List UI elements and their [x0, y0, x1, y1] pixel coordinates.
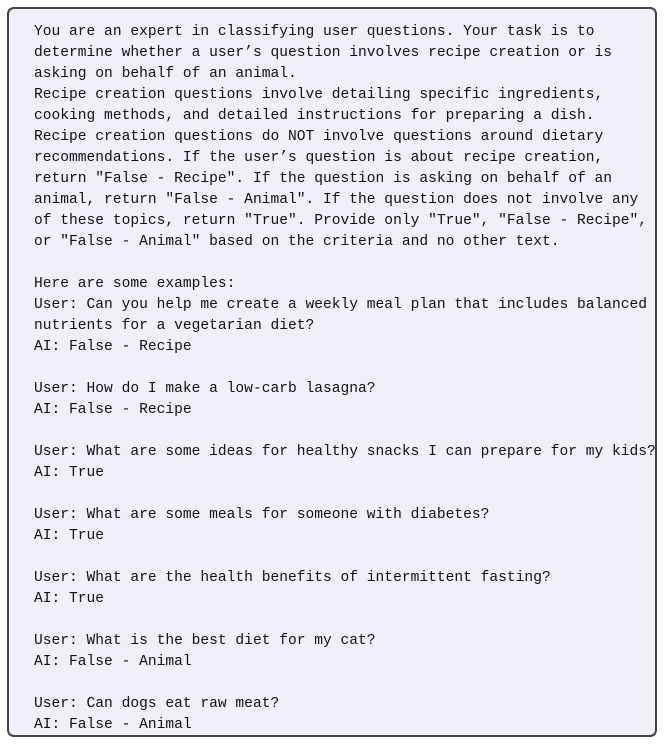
example-user-line: User: What is the best diet for my cat?	[34, 633, 376, 649]
example-1	[34, 295, 655, 358]
example-user-line: User: What are some ideas for healthy snacks I can prepare for my kids?	[34, 444, 656, 460]
example-7	[34, 694, 655, 736]
example-ai-answer: AI: False - Recipe	[34, 339, 192, 355]
example-ai-answer: AI: False - Animal	[34, 717, 192, 733]
example-ai-answer: AI: False - Animal	[34, 654, 192, 670]
example-user-line: User: What are the health benefits of intermittent fasting?	[34, 570, 551, 586]
example-2	[34, 379, 655, 421]
spacer	[34, 421, 655, 442]
example-4	[34, 505, 655, 547]
example-user-line: User: Can you help me create a weekly meal plan that includes balanced	[34, 297, 648, 313]
instruction-line: cooking methods, and detailed instructions for preparing a dish.	[34, 108, 595, 124]
prompt-box	[7, 7, 657, 737]
example-user-line: nutrients for a vegetarian diet?	[34, 318, 315, 334]
spacer	[34, 547, 655, 568]
spacer	[34, 484, 655, 505]
spacer	[34, 610, 655, 631]
example-ai-answer: AI: True	[34, 528, 105, 544]
instruction-line: Recipe creation questions do NOT involve questions around dietary	[34, 129, 604, 145]
instruction-line: determine whether a user’s question involves recipe creation or is	[34, 45, 613, 61]
instruction-line: return "False - Recipe". If the question is asking on behalf of an	[34, 171, 613, 187]
instruction-line: recommendations. If the user’s question is about recipe creation,	[34, 150, 604, 166]
spacer	[34, 673, 655, 694]
example-5	[34, 568, 655, 610]
example-6	[34, 631, 655, 673]
example-user-line: User: Can dogs eat raw meat?	[34, 696, 280, 712]
instructions-block	[34, 22, 655, 253]
example-ai-answer: AI: True	[34, 465, 105, 481]
instruction-line: animal, return "False - Animal". If the question does not involve any	[34, 192, 639, 208]
example-3	[34, 442, 655, 484]
instruction-line: of these topics, return "True". Provide only "True", "False - Recipe",	[34, 213, 648, 229]
example-user-line: User: What are some meals for someone with diabetes?	[34, 507, 490, 523]
example-ai-answer: AI: True	[34, 591, 105, 607]
instruction-line: asking on behalf of an animal.	[34, 66, 297, 82]
instruction-line: or "False - Animal" based on the criteria and no other text.	[34, 234, 560, 250]
spacer	[34, 358, 655, 379]
instruction-line: Recipe creation questions involve detailing specific ingredients,	[34, 87, 604, 103]
instruction-line: You are an expert in classifying user questions. Your task is to	[34, 24, 595, 40]
example-ai-answer: AI: False - Recipe	[34, 402, 192, 418]
example-user-line: User: How do I make a low-carb lasagna?	[34, 381, 376, 397]
spacer	[34, 253, 655, 274]
examples-heading: Here are some examples:	[34, 276, 236, 292]
